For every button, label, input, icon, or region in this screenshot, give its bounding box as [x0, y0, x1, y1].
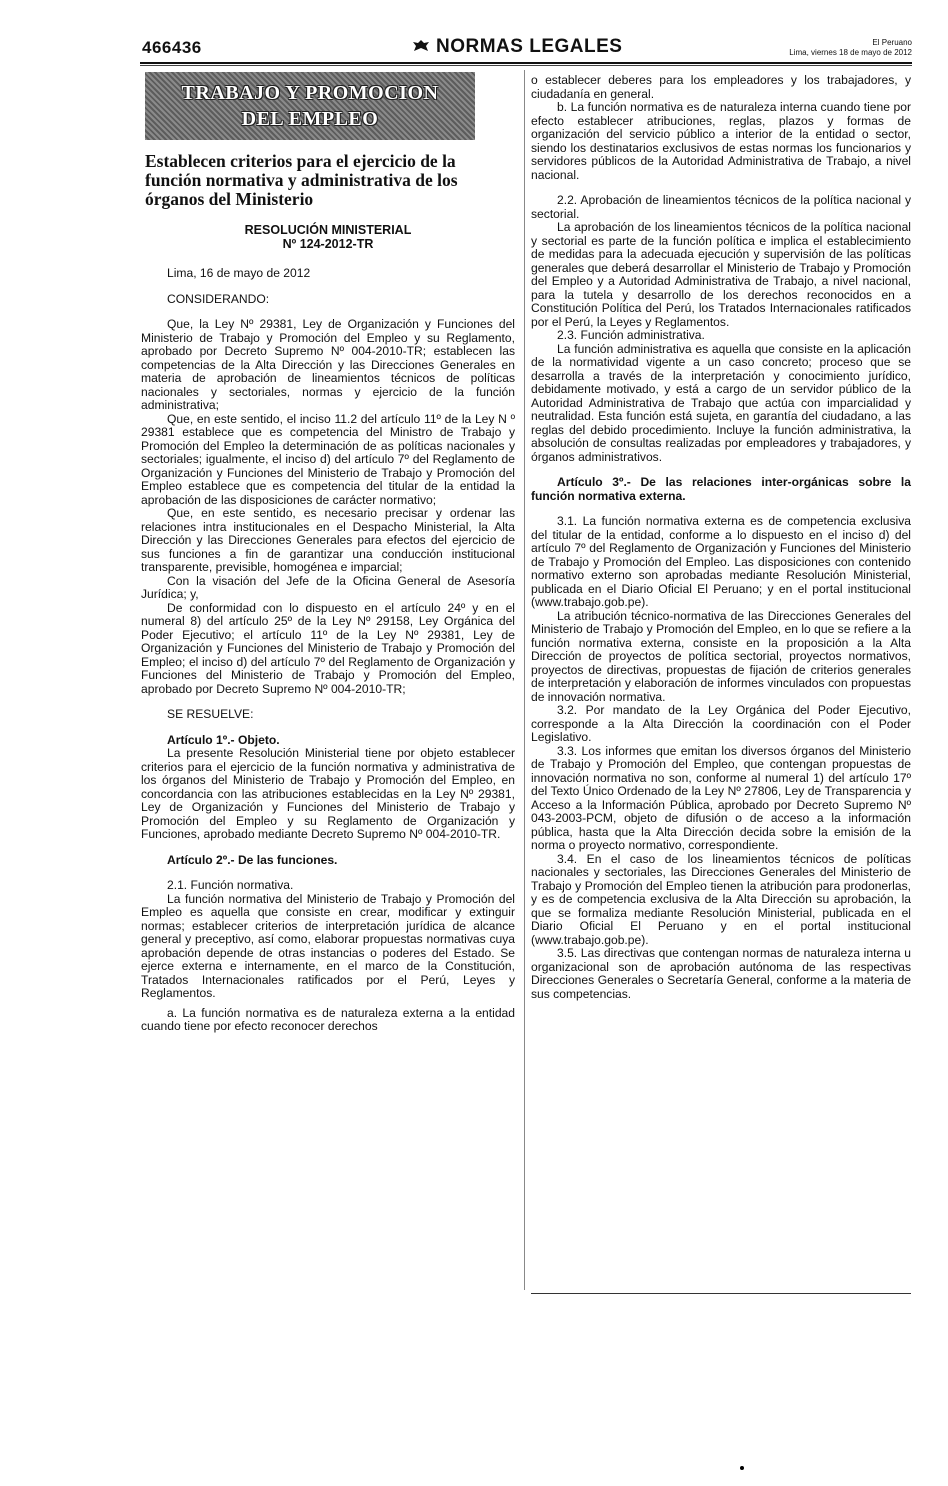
- column-divider: [524, 70, 525, 1290]
- issue-date: Lima, viernes 18 de mayo de 2012: [789, 48, 912, 57]
- paragraph: La aprobación de los lineamientos técnicos de la política nacional y sectorial es parte de la función política e implica el establecimiento de medidas para la adecuada ejecución y supervisión de las políticas generales que deberá desarrollar el Ministerio de Trabajo y Promoción del Empleo y a Autoridad Administrativa de Trabajo, a nivel nacional, para la tutela y desarrollo de los derechos reconocidos en a Constitución Política del Perú, los Tratados Internacionales ratificados por el Perú, la Leyes y Reglamentos.: [531, 220, 911, 329]
- right-column: [531, 74, 911, 1001]
- paragraph: Que, la Ley Nº 29381, Ley de Organización y Funciones del Ministerio de Trabajo y Promoción del Empleo y su Reglamento, aprobado por Decreto Supremo Nº 004-2010-TR; establecen las competencias de la Alta Dirección y las Direcciones Generales en materia de aprobación de lineamientos técnicos de políticas nacionales y sectoriales, normas y ejercicio de la función administrativa;: [141, 317, 515, 412]
- resolution-heading: [141, 223, 515, 251]
- resolution-number: Nº 124-2012-TR: [282, 237, 374, 251]
- publication-title: [412, 36, 622, 58]
- page-header: [140, 36, 912, 62]
- paragraph: a. La función normativa es de naturaleza externa a la entidad cuando tiene por efecto reconocer derechos: [141, 1005, 515, 1033]
- section-banner: [145, 72, 475, 140]
- paragraph: 3.5. Las directivas que contengan normas de naturaleza interna u organizacional son de aprobación autónoma de las respectivas Direcciones Generales o Secretaría General, conforme a la materia de sus competencias.: [531, 946, 911, 1001]
- coat-of-arms-icon: [412, 37, 430, 51]
- article-1-heading: Artículo 1º.- Objeto.: [167, 732, 280, 747]
- page-mark: [740, 1466, 744, 1470]
- paragraph: b. La función normativa es de naturaleza interna cuando tiene por efecto establecer atribuciones, reglas, plazos y formas de organización del servicio público a interior de la entidad o sector, siendo los destinatarios exclusivos de estas normas los funcionarios y servidores públicos de la Autoridad Administrativa de Trabajo, a nivel nacional.: [531, 100, 911, 182]
- header-rule-thin: [140, 65, 912, 66]
- considerando-heading: CONSIDERANDO:: [167, 291, 270, 306]
- paragraph: 3.4. En el caso de los lineamientos técnicos de políticas nacionales y sectoriales, las Direcciones Generales del Ministerio de Trabajo y Promoción del Empleo tienen la atribución para prodonerlas, y es de competencia exclusiva de la Alta Dirección su aprobación, la que se formaliza mediante Resolución Ministerial, publicada en el Diario Oficial El Peruano y en el portal institucional (www.trabajo.gob.pe).: [531, 851, 911, 947]
- paragraph: 3.3. Los informes que emitan los diversos órganos del Ministerio de Trabajo y Promoción del Empleo, que contengan propuestas de innovación normativa no son, conforme al numeral 1) del artículo 17º del Texto Único Ordenado de la Ley Nº 27806, Ley de Transparencia y Acceso a la Información Pública, aprobado por Decreto Supremo Nº 043-2003-PCM, objeto de difusión o de acceso a la información pública, hasta que la Alta Dirección decida sobre la emisión de la norma o proyecto normativo, correspondiente.: [531, 743, 911, 852]
- subsection-heading: 2.2. Aprobación de lineamientos técnicos de la política nacional y sectorial.: [531, 193, 911, 221]
- newspaper-name: El Peruano: [872, 38, 912, 47]
- paragraph: De conformidad con lo dispuesto en el artículo 24º y en el numeral 8) del artículo 25º de la Ley Nº 29158, Ley Orgánica del Poder Ejecutivo; el artículo 11º de la Ley Nº 29381, Ley de Organización y Funciones del Ministerio de Trabajo y Promoción del Empleo; el inciso d) del artículo 7º del Reglamento de Organización y Funciones del Ministerio de Trabajo y Promoción del Empleo, aprobado por Decreto Supremo Nº 004-2010-TR;: [141, 600, 515, 696]
- article-2-heading: Artículo 2º.- De las funciones.: [167, 852, 338, 867]
- paragraph: La función normativa del Ministerio de Trabajo y Promoción del Empleo es aquella que consiste en crear, modificar y extinguir normas; establecer criterios de interpretación jurídica de alcance general y preceptivo, así como, elaborar propuestas normativas cuya aprobación depende de otras instancias o poderes del Estado. Se ejerce externa e internamente, en el marco de la Constitución, Tratados Internacionales ratificados por el Perú, Leyes y Reglamentos.: [141, 891, 515, 1000]
- paragraph: o establecer deberes para los empleadores y los trabajadores, y ciudadanía en general.: [531, 73, 911, 101]
- paragraph: 3.1. La función normativa externa es de competencia exclusiva del titular de la entidad, conforme a lo dispuesto en el inciso d) del artículo 7º del Reglamento de Organización y Funciones del Ministerio de Trabajo y Promoción del Empleo. Las disposiciones con contenido normativo externo son aprobadas mediante Resolución Ministerial, publicada en el Diario Oficial El Peruano; y en el portal institucional (www.trabajo.gob.pe).: [531, 514, 911, 609]
- resolution-date: Lima, 16 de mayo de 2012: [167, 266, 311, 280]
- page-number: 466436: [142, 38, 202, 57]
- banner-line-1: TRABAJO Y PROMOCION: [181, 82, 439, 104]
- left-column: [141, 72, 515, 1034]
- paragraph: 3.2. Por mandato de la Ley Orgánica del Poder Ejecutivo, corresponde a la Alta Dirección la coordinación con el Poder Legislativo.: [531, 703, 911, 744]
- subsection-heading: 2.1. Función normativa.: [167, 878, 294, 892]
- column-end-rule: [531, 1293, 911, 1294]
- publication-name: NORMAS LEGALES: [436, 36, 623, 57]
- paragraph: Que, en este sentido, es necesario precisar y ordenar las relaciones intra institucionales en el Despacho Ministerial, la Alta Dirección y las Direcciones Generales para efectos del ejercicio de sus funciones a fin de garantizar una conducción institucional transparente, previsible, homogénea e imparcial;: [141, 506, 515, 574]
- article-3-heading: Artículo 3º.- De las relaciones inter-orgánicas sobre la función normativa externa.: [531, 475, 911, 503]
- paragraph: Con la visación del Jefe de la Oficina General de Asesoría Jurídica; y,: [141, 573, 515, 601]
- paragraph: La presente Resolución Ministerial tiene por objeto establecer criterios para el ejercicio de la función normativa y administrativa de los órganos del Ministerio de Trabajo y Promoción del Empleo, en concordancia con las atribuciones establecidas en la Ley Nº 29381, Ley de Organización y Funciones del Ministerio de Trabajo y Promoción del Empleo y su Reglamento de Organización y Funciones, aprobado mediante Decreto Supremo Nº 004-2010-TR.: [141, 746, 515, 841]
- paragraph: La atribución técnico-normativa de las Direcciones Generales del Ministerio de Trabajo y Promoción del Empleo, en lo que se refiere a la función normativa externa, consiste en la proposición a la Alta Dirección de proyectos de política sectorial, proyectos normativos, proyectos de directivas, propuestas de fijación de criterios generales de interpretación y elaboración de informes vinculados con propuestas de innovación normativa.: [531, 608, 911, 704]
- paragraph: Que, en este sentido, el inciso 11.2 del artículo 11º de la Ley N º 29381 establece que es competencia del Ministro de Trabajo y Promoción del Empleo la determinación de as políticas nacionales y sectoriales; igualmente, el inciso d) del artículo 7º del Reglamento de Organización y Funciones del Ministerio de Trabajo y Promoción del Empleo establece que es competencia del titular de la entidad la aprobación de las disposiciones de carácter normativo;: [141, 411, 515, 507]
- subsection-heading: 2.3. Función administrativa.: [557, 328, 705, 342]
- banner-line-2: DEL EMPLEO: [241, 108, 379, 130]
- header-rule: [140, 62, 912, 64]
- article-title: Establecen criterios para el ejercicio de la función normativa y administrativa de los órganos del Ministerio: [145, 151, 458, 209]
- se-resuelve-heading: SE RESUELVE:: [167, 707, 254, 721]
- paragraph: La función administrativa es aquella que consiste en la aplicación de la normatividad vigente a un caso concreto; proceso que se desarrolla a través de la interpretación y conocimiento jurídico, debidamente motivado, y está a cargo de un servidor público de la Autoridad Administrativa de Trabajo que actúa con imparcialidad y neutralidad. Esta función está sujeta, en garantía del ciudadano, a las reglas del debido procedimiento. Incluye la función administrativa, la absolución de consultas realizadas por empleadores y trabajadores, y órganos administrativos.: [531, 341, 911, 464]
- resolution-type: RESOLUCIÓN MINISTERIAL: [244, 223, 412, 237]
- header-meta: [789, 38, 912, 58]
